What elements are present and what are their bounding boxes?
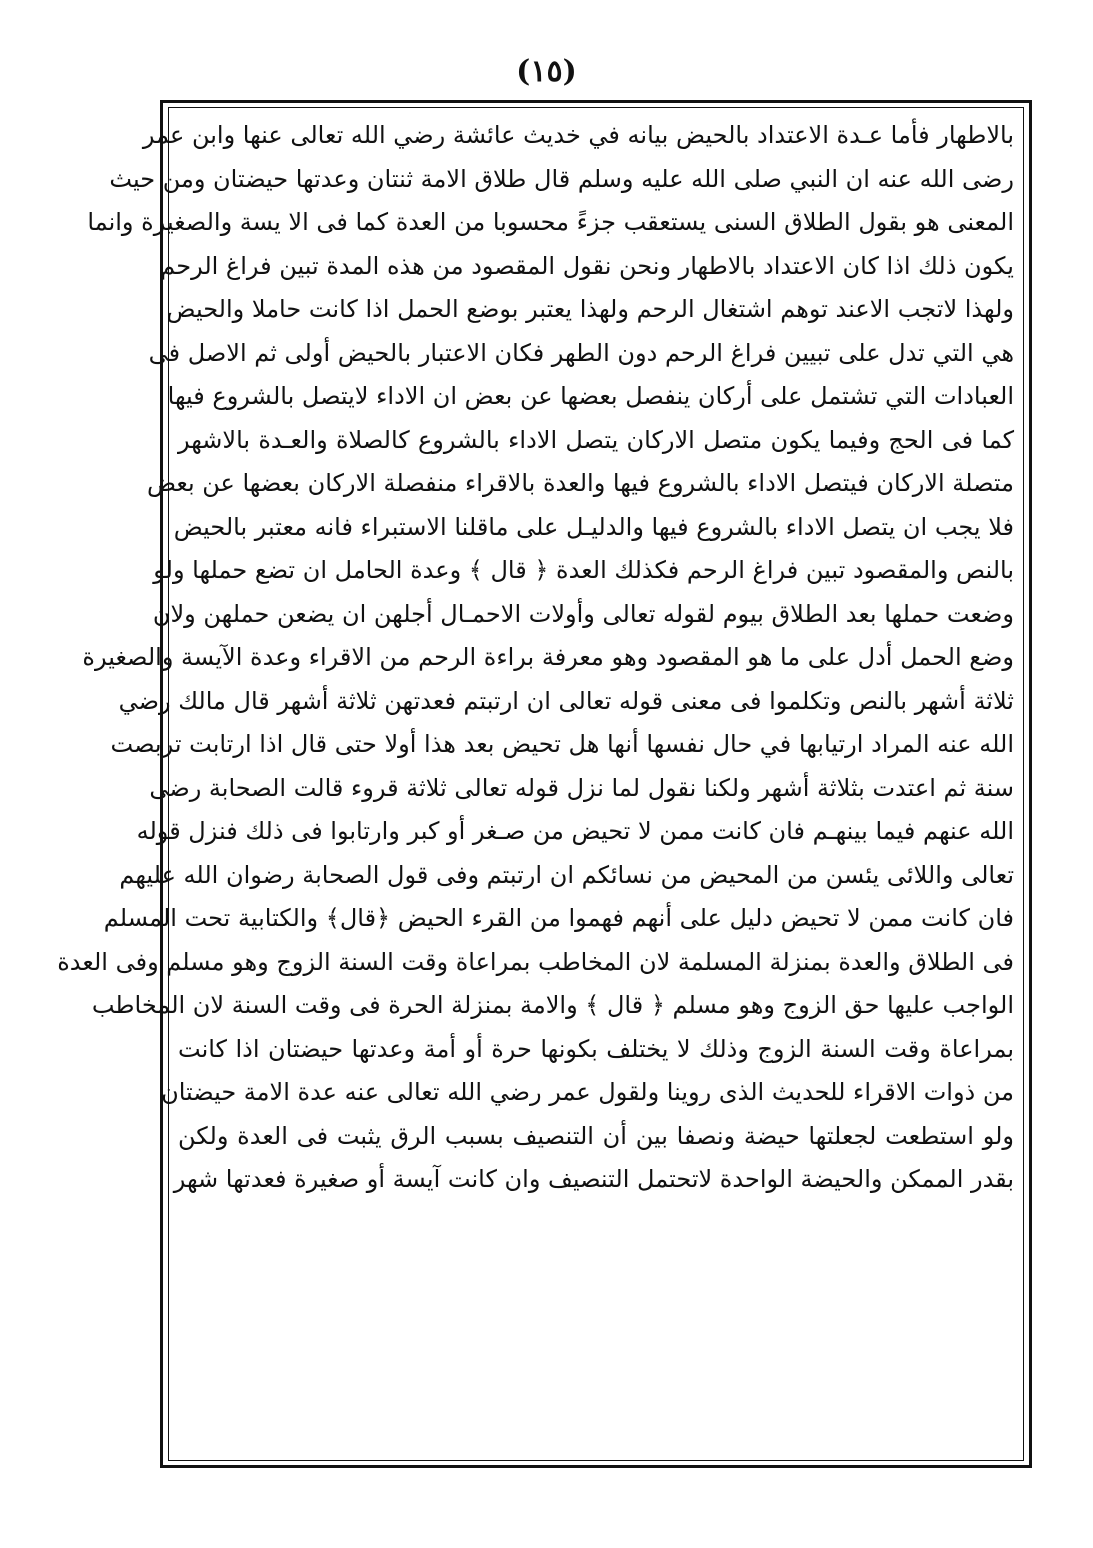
text-line: المعنى هو بقول الطلاق السنى يستعقب جزءً محسوبا من العدة كما فى الا يسة والصغيرة وانما <box>87 208 1014 236</box>
text-line: ولو استطعت لجعلتها حيضة ونصفا بين أن التنصيف بسبب الرق يثبت فى العدة ولكن <box>178 1121 1014 1150</box>
text-line: بمراعاة وقت السنة الزوج وذلك لا يختلف بكونها حرة أو أمة وعدتها حيضتان اذا كانت <box>178 1034 1014 1063</box>
text-line: ولهذا لاتجب الاعند توهم اشتغال الرحم ولهذا يعتبر بوضع الحمل اذا كانت حاملا والحيض <box>166 295 1014 323</box>
text-line: وضع الحمل أدل على ما هو المقصود وهو معرفة براءة الرحم من الاقراء وعدة الآيسة والصغيرة <box>82 643 1014 671</box>
text-line: كما فى الحج وفيما يكون متصل الاركان يتصل الاداء بالشروع كالصلاة والعـدة بالاشهر <box>178 425 1014 454</box>
text-line: العبادات التي تشتمل على أركان ينفصل بعضها عن بعض ان الاداء لايتصل بالشروع فيها <box>167 382 1014 410</box>
text-line: بقدر الممكن والحيضة الواحدة لاتحتمل التنصيف وان كانت آيسة أو صغيرة فعدتها شهر <box>173 1165 1014 1193</box>
text-line: الله عنهم فيما بينهـم فان كانت ممن لا تحيض من صـغر أو كبر وارتابوا فى ذلك فنزل قوله <box>136 817 1014 845</box>
text-line: متصلة الاركان فيتصل الاداء بالشروع فيها والعدة بالاقراء منفصلة الاركان بعضها عن بعض <box>146 469 1014 497</box>
text-line: بالنص والمقصود تبين فراغ الرحم فكذلك العدة ﴿ قال ﴾ وعدة الحامل ان تضع حملها ولو <box>153 556 1014 584</box>
text-line: بالاطهار فأما عـدة الاعتداد بالحيض بيانه في خديث عائشة رضي الله تعالى عنها وابن عمر <box>142 121 1014 149</box>
text-line: ثلاثة أشهر بالنص وتكلموا فى معنى قوله تعالى ان ارتبتم فعدتهن ثلاثة أشهر قال مالك رضي <box>118 686 1014 715</box>
text-line: الله عنه المراد ارتيابها في حال نفسها أنها هل تحيض بعد هذا أولا حتى قال اذا ارتابت تربصت <box>110 730 1014 758</box>
text-line: يكون ذلك اذا كان الاعتداد بالاطهار ونحن نقول المقصود من هذه المدة تبين فراغ الرحم <box>160 251 1014 280</box>
text-line: الواجب عليها حق الزوج وهو مسلم ﴿ قال ﴾ والامة بمنزلة الحرة فى وقت السنة لان المخاطب <box>91 991 1014 1019</box>
text-line: فان كانت ممن لا تحيض دليل على أنهم فهموا من القرء الحيض ﴿قال﴾ والكتابية تحت المسلم <box>103 904 1014 932</box>
text-line: فى الطلاق والعدة بمنزلة المسلمة لان المخاطب بمراعاة وقت السنة الزوج وهو مسلم وفى العدة <box>57 947 1014 976</box>
text-body <box>57 114 1014 1202</box>
text-line: فلا يجب ان يتصل الاداء بالشروع فيها والدليـل على ماقلنا الاستبراء فانه معتبر بالحيض <box>173 512 1014 541</box>
text-line: من ذوات الاقراء للحديث الذى روينا ولقول عمر رضي الله تعالى عنه عدة الامة حيضتان <box>161 1078 1014 1106</box>
text-line: رضى الله عنه ان النبي صلى الله عليه وسلم قال طلاق الامة ثنتان وعدتها حيضتان ومن حيث <box>109 164 1014 193</box>
text-line: وضعت حملها بعد الطلاق بيوم لقوله تعالى وأولات الاحمـال أجلهن ان يضعن حملهن ولان <box>152 599 1014 628</box>
page-number: (١٥) <box>516 54 577 89</box>
text-line: تعالى واللائى يئسن من المحيض من نسائكم ان ارتبتم وفى قول الصحابة رضوان الله عليهم <box>119 860 1014 889</box>
text-line: هي التي تدل على تبيين فراغ الرحم دون الطهر فكان الاعتبار بالحيض أولى ثم الاصل فى <box>148 338 1014 367</box>
text-line: سنة ثم اعتدت بثلاثة أشهر ولكنا نقول لما نزل قوله تعالى ثلاثة قروء قالت الصحابة رضى <box>149 773 1014 802</box>
